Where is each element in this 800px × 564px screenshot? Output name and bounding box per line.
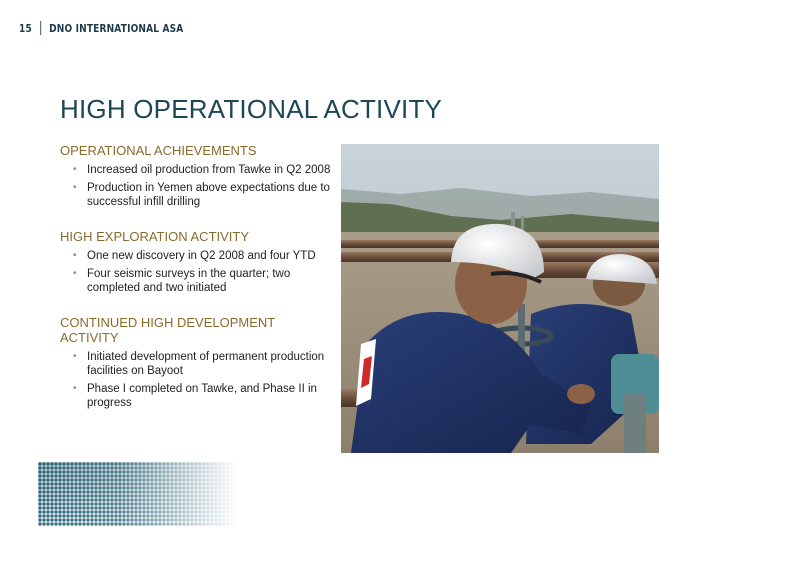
bullet-item: • Four seismic surveys in the quarter; two completed and two initiated bbox=[60, 267, 335, 295]
slide-title: HIGH OPERATIONAL ACTIVITY bbox=[60, 94, 443, 124]
oilfield-workers-photo bbox=[341, 144, 659, 453]
section-title: CONTINUED HIGH DEVELOPMENT ACTIVITY bbox=[60, 315, 276, 345]
section-high-exploration-activity bbox=[60, 229, 335, 295]
decorative-dot-pattern bbox=[38, 462, 238, 526]
bullet-item: • One new discovery in Q2 2008 and four YTD bbox=[60, 249, 335, 263]
section-operational-achievements bbox=[60, 143, 335, 209]
bullet-list bbox=[60, 163, 335, 209]
bullet-list bbox=[60, 249, 335, 295]
company-name: DNO INTERNATIONAL ASA bbox=[49, 21, 184, 35]
bullet-item: • Increased oil production from Tawke in Q2 2008 bbox=[60, 163, 335, 177]
bullet-item: • Production in Yemen above expectations due to successful infill drilling bbox=[60, 181, 335, 209]
page-header bbox=[19, 19, 183, 37]
bullet-item: • Phase I completed on Tawke, and Phase II in progress bbox=[60, 382, 335, 410]
section-title: HIGH EXPLORATION ACTIVITY bbox=[60, 229, 250, 244]
bullet-content bbox=[60, 143, 335, 430]
header-divider bbox=[40, 21, 41, 35]
section-continued-development-activity bbox=[60, 315, 335, 410]
page-number: 15 bbox=[19, 21, 32, 35]
section-title: OPERATIONAL ACHIEVEMENTS bbox=[60, 143, 257, 158]
bullet-list bbox=[60, 350, 335, 410]
bullet-item: • Initiated development of permanent production facilities on Bayoot bbox=[60, 350, 335, 378]
